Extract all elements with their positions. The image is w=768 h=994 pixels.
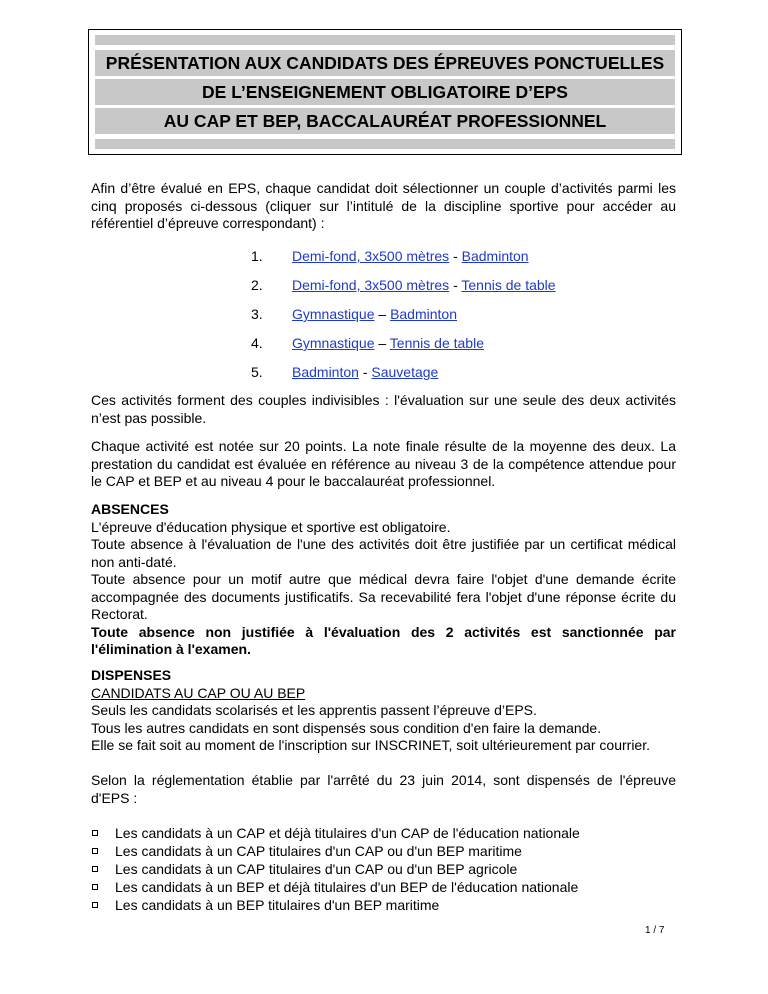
- absences-section: [91, 501, 676, 659]
- title-top-bar: [95, 35, 675, 45]
- link-gymnastique[interactable]: Gymnastique: [292, 306, 375, 322]
- dispenses-section: [91, 667, 676, 755]
- absences-line: Toute absence à l'évaluation de l'une des activités doit être justifiée par un certificat médical non anti-daté.: [91, 536, 676, 570]
- notation-paragraph: Chaque activité est notée sur 20 points. La note finale résulte de la moyenne des deux. La prestation du candidat est évaluée en référence au niveau 3 de la compétence attendue pour le CAP et BEP et au niveau 4 pour le baccalauréat professionnel.: [91, 438, 676, 489]
- list-item: [292, 335, 484, 351]
- bullet-text: Les candidats à un CAP titulaires d'un CAP ou d'un BEP maritime: [115, 843, 522, 859]
- intro-paragraph: Afin d’être évalué en EPS, chaque candidat doit sélectionner un couple d’activités parmi les cinq proposés ci-dessous (cliquer sur l’intitulé de la discipline sportive pour accéder au référentiel d’épreuve correspondant) :: [91, 180, 676, 231]
- absences-heading: ABSENCES: [91, 501, 169, 517]
- separator: -: [358, 364, 372, 380]
- link-demi-fond[interactable]: Demi-fond, 3x500 mètres: [292, 277, 450, 293]
- list-number: 1.: [251, 248, 263, 264]
- list-number: 2.: [251, 277, 263, 293]
- checkbox-square-icon: [92, 884, 98, 890]
- checkbox-square-icon: [92, 866, 98, 872]
- reglementation-paragraph: Selon la réglementation établie par l'arrêté du 23 juin 2014, sont dispensés de l'épreuve d'EPS :: [91, 772, 676, 806]
- absences-line: L'épreuve d'éducation physique et sportive est obligatoire.: [91, 518, 451, 535]
- title-bottom-bar: [95, 139, 675, 149]
- link-badminton[interactable]: Badminton: [461, 248, 529, 264]
- dispenses-line: Elle se fait soit au moment de l'inscription sur INSCRINET, soit ultérieurement par courrier.: [91, 737, 651, 753]
- checkbox-square-icon: [92, 902, 98, 908]
- indivisible-paragraph: Ces activités forment des couples indivisibles : l'évaluation sur une seule des deux activités n’est pas possible.: [91, 392, 676, 426]
- absences-warning: Toute absence non justifiée à l'évaluation des 2 activités est sanctionnée par l'élimination à l'examen.: [91, 623, 676, 657]
- title-line-2: DE L’ENSEIGNEMENT OBLIGATOIRE D’EPS: [95, 79, 675, 105]
- list-item: [292, 306, 457, 322]
- link-tennis-de-table[interactable]: Tennis de table: [389, 335, 484, 351]
- list-item: [292, 248, 529, 264]
- list-number: 4.: [251, 335, 263, 351]
- absences-line: Toute absence pour un motif autre que médical devra faire l'objet d'une demande écrite accompagnée des documents justificatifs. Sa recevabilité fera l'objet d'une réponse écrite du Rectorat.: [91, 571, 676, 622]
- dispenses-heading: DISPENSES: [91, 667, 172, 683]
- checkbox-square-icon: [92, 830, 98, 836]
- separator: –: [374, 306, 391, 322]
- link-badminton[interactable]: Badminton: [390, 306, 457, 322]
- link-gymnastique[interactable]: Gymnastique: [292, 335, 375, 351]
- title-line-3: AU CAP ET BEP, BACCALAURÉAT PROFESSIONNEL: [95, 108, 675, 134]
- bullet-text: Les candidats à un BEP titulaires d'un BEP maritime: [115, 897, 440, 913]
- list-item: [292, 277, 556, 293]
- title-line-1: PRÉSENTATION AUX CANDIDATS DES ÉPREUVES PONCTUELLES: [95, 50, 675, 76]
- list-number: 3.: [251, 306, 263, 322]
- bullet-text: Les candidats à un BEP et déjà titulaires d'un BEP de l'éducation nationale: [115, 879, 579, 895]
- list-number: 5.: [251, 364, 263, 380]
- link-demi-fond[interactable]: Demi-fond, 3x500 mètres: [292, 248, 450, 264]
- link-tennis-de-table[interactable]: Tennis de table: [461, 277, 556, 293]
- page-number: 1 / 7: [645, 925, 665, 936]
- checkbox-square-icon: [92, 848, 98, 854]
- bullet-text: Les candidats à un CAP et déjà titulaires d'un CAP de l'éducation nationale: [115, 825, 580, 841]
- separator: –: [374, 335, 390, 351]
- bullet-text: Les candidats à un CAP titulaires d'un CAP ou d'un BEP agricole: [115, 861, 518, 877]
- title-box: [88, 29, 682, 155]
- separator: -: [449, 248, 462, 264]
- link-sauvetage[interactable]: Sauvetage: [371, 364, 439, 380]
- dispenses-subheading: CANDIDATS AU CAP OU AU BEP: [91, 684, 306, 701]
- dispenses-line: Tous les autres candidats en sont dispensés sous condition d'en faire la demande.: [91, 719, 602, 736]
- list-item: [292, 364, 438, 380]
- separator: -: [449, 277, 462, 293]
- link-badminton[interactable]: Badminton: [292, 364, 359, 380]
- dispenses-line: Seuls les candidats scolarisés et les apprentis passent l’épreuve d’EPS.: [91, 702, 537, 718]
